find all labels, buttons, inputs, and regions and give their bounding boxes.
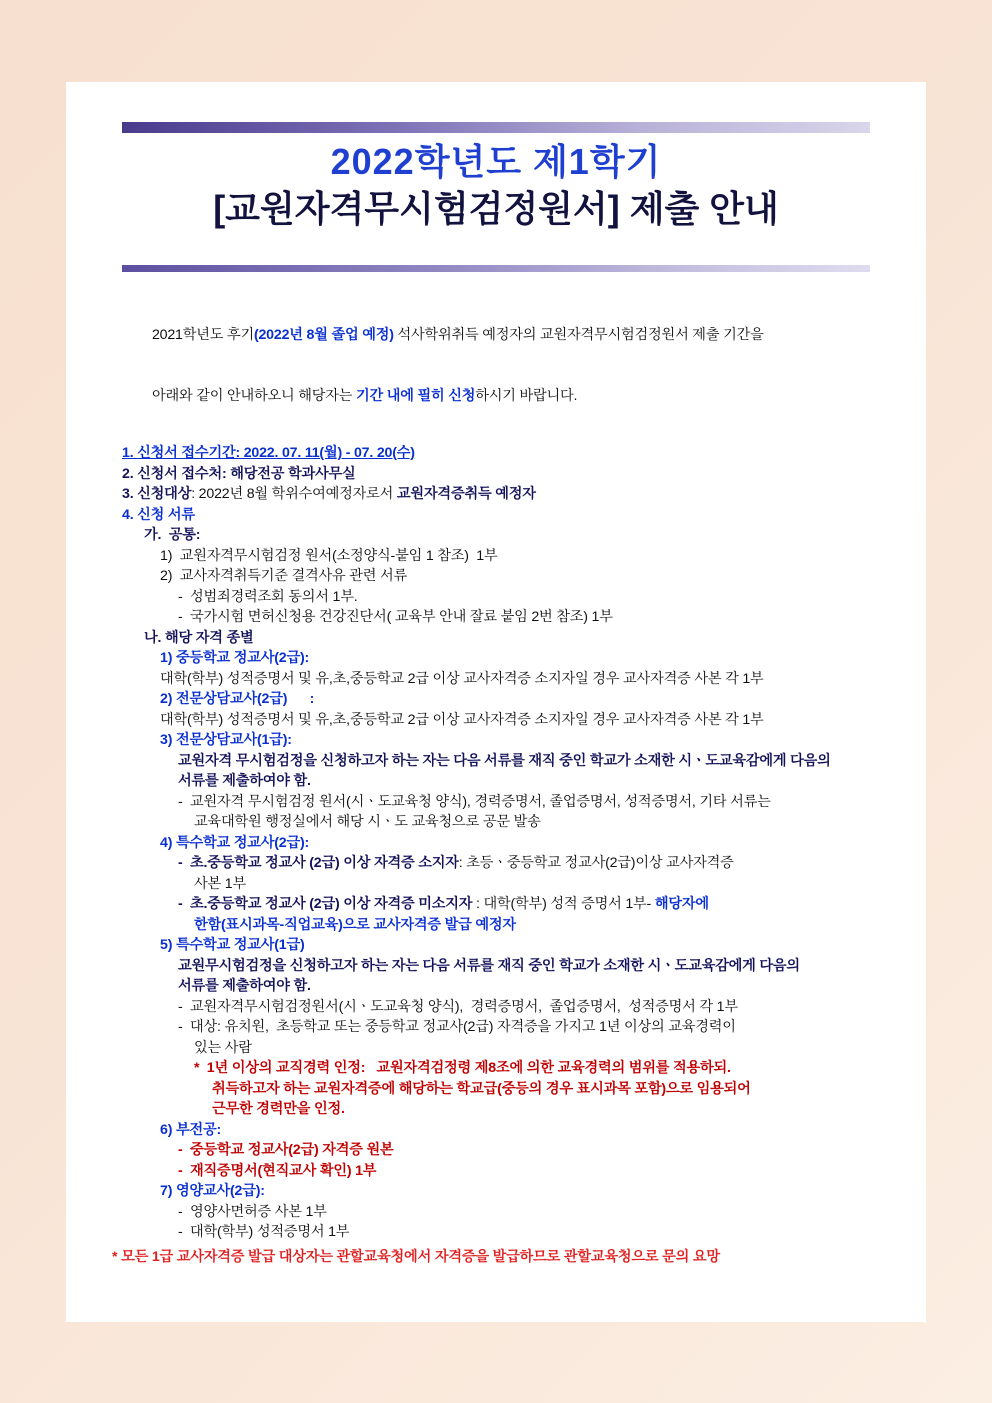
- cert-3-body-2: 서류를 제출하여야 함.: [178, 773, 311, 789]
- cert-3-body-1: 교원자격 무시험검정을 신청하고자 하는 자는 다음 서류를 재직 중인 학교가 소재한 시ㆍ도교육감에게 다음의: [178, 752, 831, 769]
- cert-3-title: 3) 전문상담교사(1급):: [160, 732, 292, 748]
- cert-5-dash-2: - 대상: 유치원, 초등학교 또는 중등학교 정교사(2급) 자격증을 가지고 1년 이상의 교육경력이: [178, 1019, 736, 1035]
- cert-7-dash-1: - 영양사면허증 사본 1부: [178, 1203, 327, 1220]
- cert-4-dash-2-c: 해당자에: [654, 896, 709, 912]
- intro-line1-a: 2021학년도 후기: [151, 326, 254, 343]
- item-documents-heading: 4. 신청 서류: [122, 506, 195, 523]
- cert-4-dash-2-a: - 초.중등학교 정교사 (2급) 이상 자격증 미소지자: [178, 896, 473, 912]
- cert-3-dash-1: - 교원자격 무시험검정 원서(시ㆍ도교육청 양식), 경력증명서, 졸업증명서, 성적증명서, 기타 서류는: [178, 793, 771, 810]
- common-doc-2-sub-1: - 성범죄경력조회 동의서 1부.: [178, 588, 358, 605]
- cert-7-title: 7) 영양교사(2급):: [160, 1183, 265, 1199]
- cert-6-title: 6) 부전공:: [160, 1121, 221, 1138]
- cert-2-body: 대학(학부) 성적증명서 및 유,초,중등학교 2급 이상 교사자격증 소지자일 경우 교사자격증 사본 각 1부: [160, 711, 764, 728]
- section-by-certificate-heading: 나. 해당 자격 종별: [144, 629, 254, 646]
- item-application-target: [122, 484, 882, 505]
- header-bottom-bar: [122, 265, 870, 272]
- cert-5-note-3: 근무한 경력만을 인정.: [212, 1101, 345, 1117]
- cert-6-dash-1: - 중등학교 정교사(2급) 자격증 원본: [178, 1142, 394, 1158]
- cert-6-dash-2: - 재직증명서(현직교사 확인) 1부: [178, 1162, 377, 1179]
- common-doc-2-sub-2: - 국가시험 면허신청용 건강진단서( 교육부 안내 잘료 붙임 2번 참조) 1부: [178, 609, 613, 625]
- cert-4-title: 4) 특수학교 정교사(2급):: [160, 834, 310, 851]
- document-body: [112, 304, 882, 1267]
- item-application-period: 1. 신청서 접수기간: 2022. 07. 11(월) - 07. 20(수): [122, 445, 415, 461]
- common-doc-2: 2) 교사자격취득기준 결격사유 관련 서류: [160, 568, 408, 584]
- item-application-place: 2. 신청서 접수처: 해당전공 학과사무실: [122, 465, 356, 482]
- cert-1-title: 1) 중등학교 정교사(2급):: [160, 650, 310, 666]
- cert-5-note-1: * 1년 이상의 교직경력 인정: 교원자격검정령 제8조에 의한 교육경력의 범위를 적용하되.: [194, 1060, 731, 1076]
- cert-5-note-2: 취득하고자 하는 교원자격증에 해당하는 학교급(중등의 경우 표시과목 포함)으로 임용되어: [212, 1080, 751, 1097]
- cert-4-dash-2-d: 한함(표시과목-직업교육)으로 교사자격증 발급 예정자: [194, 916, 516, 933]
- cert-2-title: 2) 전문상담교사(2급) :: [160, 691, 315, 707]
- item-application-target-emph: 교원자격증취득 예정자: [396, 486, 536, 502]
- intro-line1-b: (2022년 8월 졸업 예정): [253, 326, 394, 343]
- document-page: [66, 82, 926, 1322]
- cert-4-dash-2-b: : 대학(학부) 성적 증명서 1부-: [472, 896, 655, 912]
- cert-3-dash-2: 교육대학원 행정실에서 해당 시ㆍ도 교육청으로 공문 발송: [194, 814, 541, 830]
- cert-4-dash-1-a: - 초.중등학교 정교사 (2급) 이상 자격증 소지자: [178, 855, 459, 871]
- title-line-1: 2022학년도 제1학기: [330, 141, 662, 182]
- document-footnote: * 모든 1급 교사자격증 발급 대상자는 관할교육청에서 자격증을 발급하므로 관할교육청으로 문의 요망: [112, 1248, 720, 1265]
- cert-4-dash-2: [178, 894, 882, 915]
- intro-line1-c: 석사학위취득 예정자의 교원자격무시험검정원서 제출 기간을: [393, 326, 764, 343]
- cert-4-dash-1: [178, 853, 882, 874]
- cert-7-dash-2: - 대학(학부) 성적증명서 1부: [178, 1224, 350, 1240]
- cert-4-dash-1-c: 사본 1부: [194, 875, 246, 892]
- header-top-bar: [122, 122, 870, 133]
- cert-1-body: 대학(학부) 성적증명서 및 유,초,중등학교 2급 이상 교사자격증 소지자일 경우 교사자격증 사본 각 1부: [160, 670, 764, 687]
- page-title: [66, 140, 926, 234]
- cert-5-dash-3: 있는 사람: [194, 1039, 252, 1056]
- intro-line2-c: 하시기 바랍니다.: [475, 388, 578, 404]
- item-application-target-label: 3. 신청대상: [122, 486, 192, 502]
- item-application-target-text: : 2022년 8월 학위수여예정자로서: [191, 486, 397, 502]
- intro-line2-a: 아래와 같이 안내하오니 해당자는: [151, 388, 356, 404]
- intro-line2-b: 기간 내에 필히 신청: [355, 388, 476, 404]
- intro-paragraph: [122, 304, 882, 427]
- common-doc-1: 1) 교원자격무시험검정 원서(소정양식-붙임 1 참조) 1부: [160, 547, 498, 564]
- cert-5-body-1: 교원무시험검정을 신청하고자 하는 자는 다음 서류를 재직 중인 학교가 소재한 시ㆍ도교육감에게 다음의: [178, 957, 800, 974]
- cert-4-dash-1-b: : 초등ㆍ중등학교 정교사(2급)이상 교사자격증: [458, 855, 734, 871]
- cert-5-title: 5) 특수학교 정교사(1급): [160, 937, 305, 953]
- title-line-2: [교원자격무시험검정원서] 제출 안내: [213, 188, 779, 229]
- cert-5-body-2: 서류를 제출하여야 함.: [178, 978, 311, 994]
- cert-5-dash-1: - 교원자격무시험검정원서(시ㆍ도교육청 양식), 경력증명서, 졸업증명서, 성적증명서 각 1부: [178, 998, 738, 1015]
- section-common-heading: 가. 공통:: [144, 527, 201, 543]
